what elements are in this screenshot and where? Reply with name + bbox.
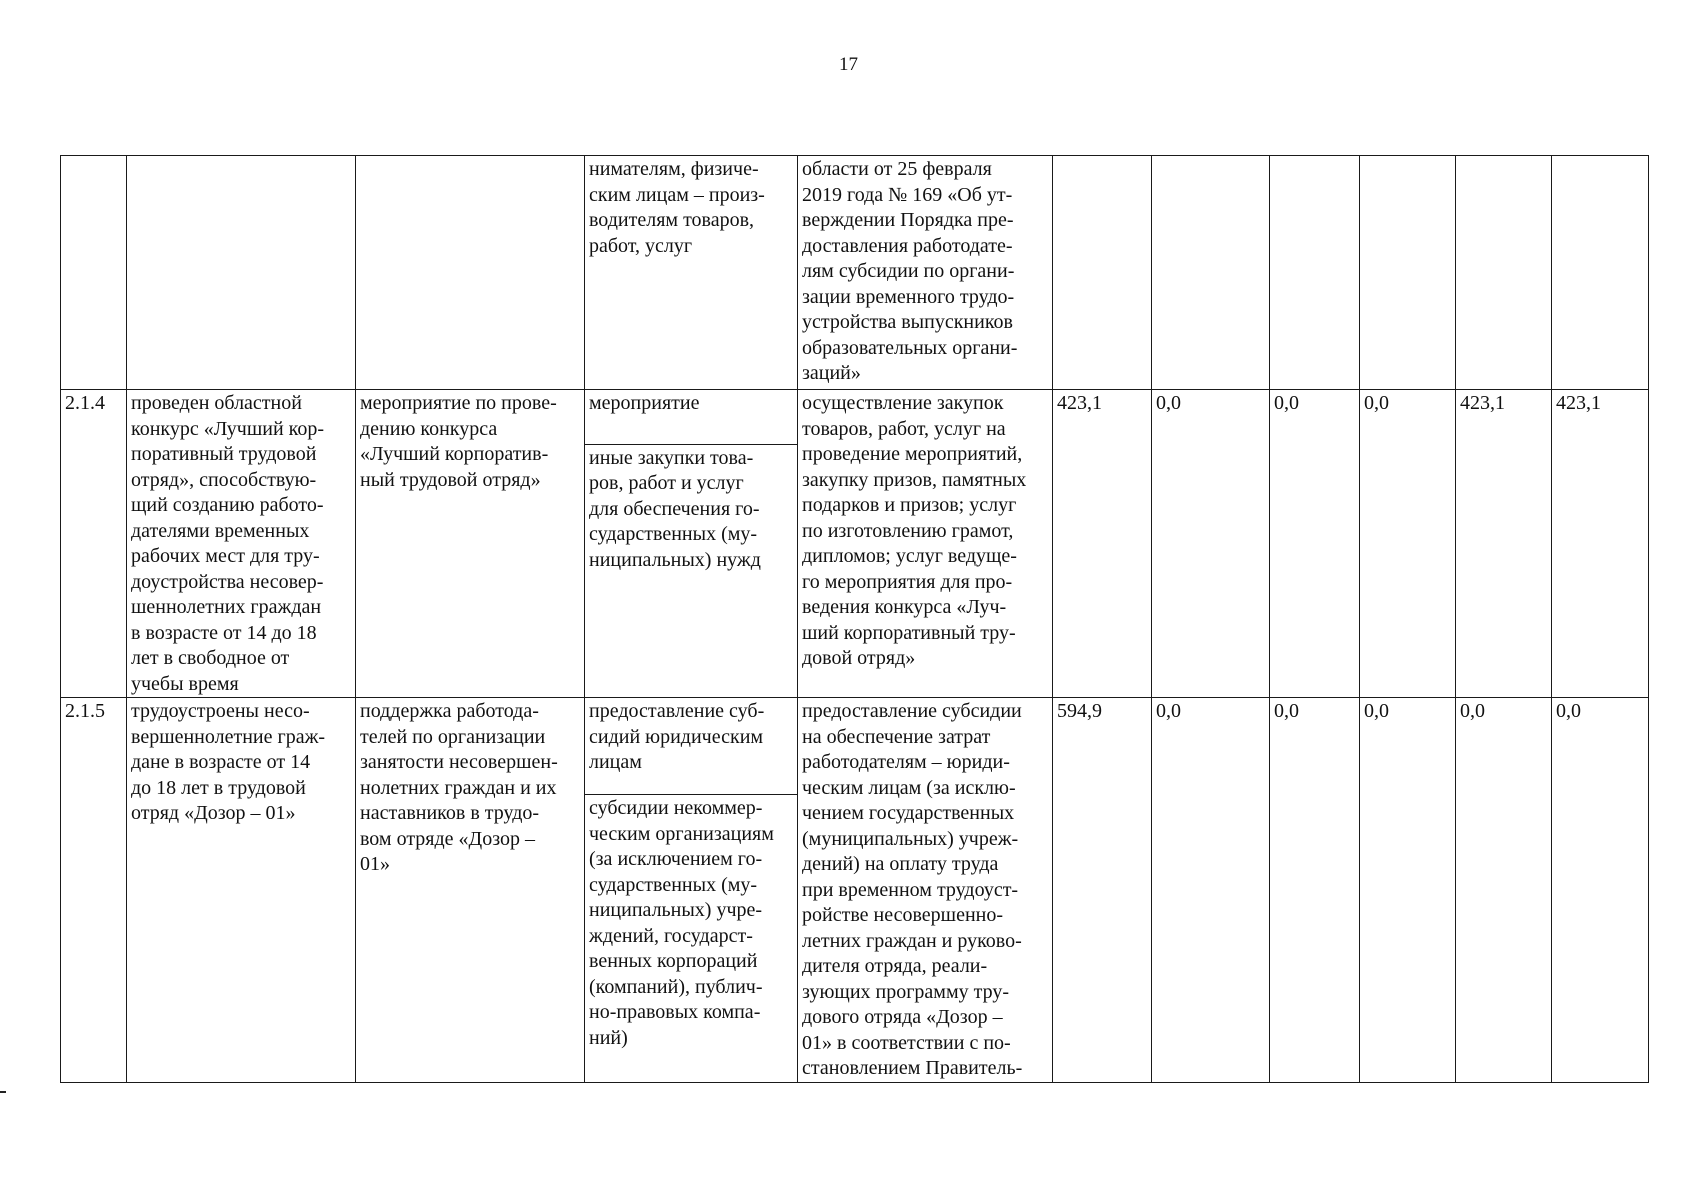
type-cell: нимателям, физиче- ским лицам – произ- водителям товаров, работ, услуг — [585, 156, 798, 390]
page-number: 17 — [839, 54, 858, 75]
value-cell — [1053, 156, 1152, 390]
row-number-cell: 2.1.4 — [61, 390, 127, 698]
value-cell — [1552, 156, 1649, 390]
description-cell: осуществление закупок товаров, работ, услуг на проведение мероприятий, закупку призов, памятных подарков и призов; услуг по изготовлению грамот, дипломов; услуг ведуще- го мероприятия для про- ведения конкурса «Луч- ший корпоративный тру- довой отряд» — [798, 390, 1053, 698]
result-cell — [127, 156, 356, 390]
value-cell: 0,0 — [1552, 698, 1649, 1083]
value-cell: 0,0 — [1360, 698, 1456, 1083]
type-cell-top: мероприятие — [585, 390, 798, 445]
result-cell: трудоустроены несо- вершеннолетние граж- дане в возрасте от 14 до 18 лет в трудовой отряд «Дозор – 01» — [127, 698, 356, 1083]
value-cell: 0,0 — [1270, 390, 1360, 698]
event-cell: поддержка работода- телей по организации занятости несовершен- нолетних граждан и их наставников в трудо- вом отряде «Дозор – 01» — [356, 698, 585, 1083]
value-cell: 0,0 — [1152, 698, 1270, 1083]
row-number-cell: 2.1.5 — [61, 698, 127, 1083]
row-number-cell — [61, 156, 127, 390]
value-cell: 594,9 — [1053, 698, 1152, 1083]
program-table — [60, 155, 1649, 1083]
value-cell — [1360, 156, 1456, 390]
value-cell: 0,0 — [1360, 390, 1456, 698]
value-cell: 0,0 — [1270, 698, 1360, 1083]
description-cell: предоставление субсидии на обеспечение затрат работодателям – юриди- ческим лицам (за исклю- чением государственных (муниципальных) учреж- дений) на оплату труда при временном трудоуст- ройстве несовершенно- летних граждан и руково- дителя отряда, реали- зующих программу тру- дового отряда «Дозор – 01» в соответствии с по- становлением Правитель- — [798, 698, 1053, 1083]
value-cell: 0,0 — [1152, 390, 1270, 698]
table-row — [61, 390, 1649, 445]
value-cell — [1152, 156, 1270, 390]
type-cell-bottom: субсидии некоммер- ческим организациям (за исключением го- сударственных (му- ниципальных) учре- ждений, государст- венных корпораций (компаний), публич- но-правовых компа- ний) — [585, 795, 798, 1082]
value-cell — [1270, 156, 1360, 390]
type-cell-bottom: иные закупки това- ров, работ и услуг для обеспечения го- сударственных (му- ниципальных) нужд — [585, 444, 798, 697]
value-cell: 423,1 — [1456, 390, 1552, 698]
table-row — [61, 156, 1649, 390]
type-cell-top: предоставление суб- сидий юридическим лицам — [585, 698, 798, 795]
description-cell: области от 25 февраля 2019 года № 169 «Об ут- верждении Порядка пре- доставления работодате- лям субсидии по органи- зации временного трудо- устройства выпускников образовательных органи- заций» — [798, 156, 1053, 390]
value-cell: 423,1 — [1053, 390, 1152, 698]
result-cell: проведен областной конкурс «Лучший кор- поративный трудовой отряд», способствую- щий созданию работо- дателями временных рабочих мест для тру- доустройства несовер- шеннолетних граждан в возрасте от 14 до 18 лет в свободное от учебы время — [127, 390, 356, 698]
event-cell: мероприятие по прове- дению конкурса «Лучший корпоратив- ный трудовой отряд» — [356, 390, 585, 698]
event-cell — [356, 156, 585, 390]
value-cell: 0,0 — [1456, 698, 1552, 1083]
value-cell — [1456, 156, 1552, 390]
scan-edge-mark — [0, 1091, 6, 1093]
table-row — [61, 698, 1649, 795]
value-cell: 423,1 — [1552, 390, 1649, 698]
